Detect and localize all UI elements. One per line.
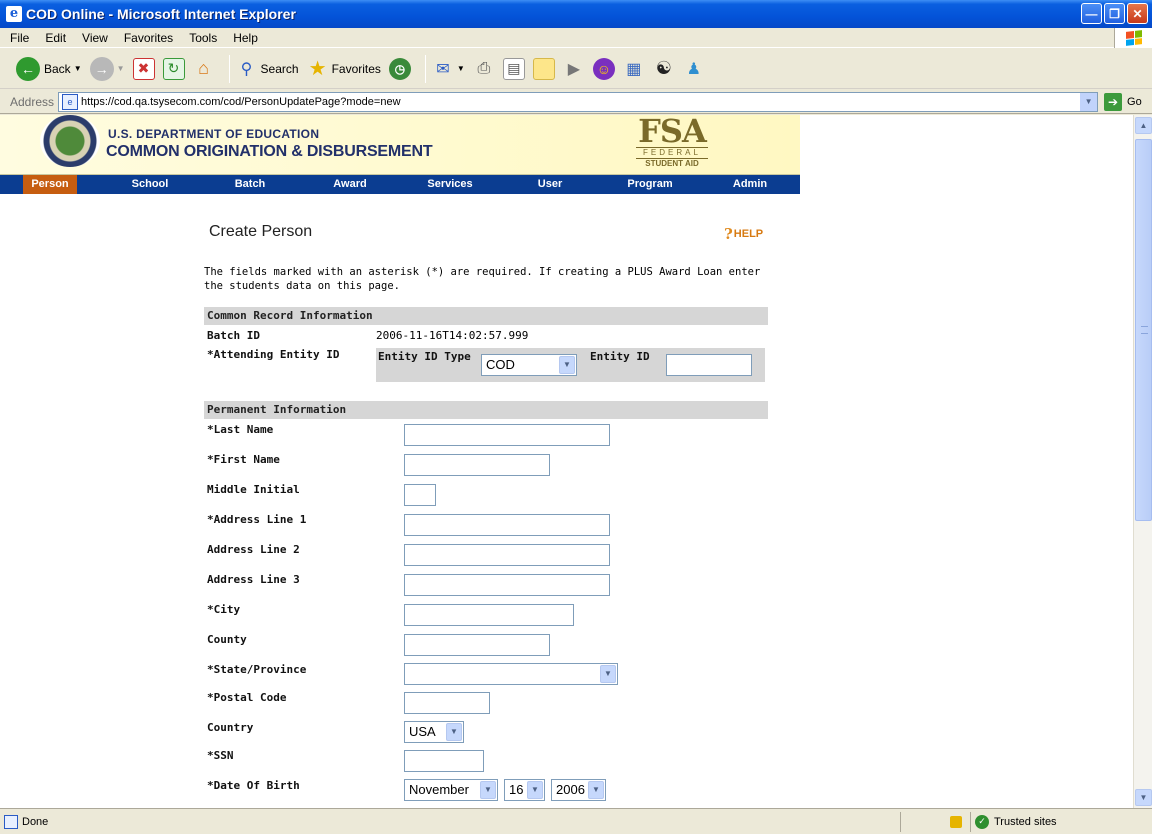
nav-award[interactable]: Award xyxy=(333,178,367,190)
county-input[interactable] xyxy=(404,634,550,656)
entity-id-type-select[interactable] xyxy=(481,354,577,376)
print-icon: ⎙ xyxy=(477,59,491,77)
last-name-input[interactable] xyxy=(404,424,610,446)
close-button[interactable]: ✕ xyxy=(1127,3,1148,24)
help-label: HELP xyxy=(733,228,764,240)
edit-button[interactable] xyxy=(503,58,525,80)
address-line3-label: Address Line 3 xyxy=(207,573,300,586)
common-record-heading: Common Record Information xyxy=(204,307,768,325)
department-name: U.S. DEPARTMENT OF EDUCATION xyxy=(108,127,320,141)
help-question-icon: ? xyxy=(724,225,733,243)
search-button[interactable] xyxy=(236,58,299,80)
menu-bar xyxy=(0,28,1152,48)
last-name-label: *Last Name xyxy=(207,423,274,436)
menu-tools[interactable]: Tools xyxy=(189,30,218,45)
entity-id-type-value: COD xyxy=(486,357,515,372)
back-dropdown-icon[interactable]: ▼ xyxy=(73,64,82,73)
permanent-info-heading: Permanent Information xyxy=(204,401,768,419)
intro-text: The fields marked with an asterisk (*) are required. If creating a PLUS Award Loan enter the students data on this page. xyxy=(204,266,761,292)
entity-id-label: Entity ID xyxy=(590,350,650,363)
go-button[interactable] xyxy=(1104,93,1142,111)
fsa-logo-text: FSA xyxy=(638,115,706,150)
favorites-button[interactable] xyxy=(307,58,381,80)
main-nav xyxy=(0,175,800,194)
menu-help[interactable]: Help xyxy=(233,30,258,45)
people-icon: ♟ xyxy=(686,60,702,78)
print-button[interactable] xyxy=(473,58,495,80)
chevron-down-icon: ▼ xyxy=(527,781,543,799)
discuss-button[interactable] xyxy=(533,58,555,80)
scroll-thumb[interactable] xyxy=(1135,139,1152,521)
address-dropdown-icon[interactable]: ▼ xyxy=(1080,93,1097,111)
system-name: COMMON ORIGINATION & DISBURSEMENT xyxy=(106,143,433,160)
refresh-button[interactable] xyxy=(163,58,185,80)
window-title: COD Online - Microsoft Internet Explorer xyxy=(26,6,296,22)
nav-person[interactable]: Person xyxy=(23,175,77,194)
minimize-button[interactable]: — xyxy=(1081,3,1102,24)
menu-view[interactable]: View xyxy=(82,30,108,45)
stop-button[interactable] xyxy=(133,58,155,80)
home-icon: ⌂ xyxy=(198,58,209,78)
scroll-down-button[interactable]: ▼ xyxy=(1135,789,1152,806)
address-input[interactable] xyxy=(58,92,1098,112)
nav-admin[interactable]: Admin xyxy=(732,178,768,190)
nav-school[interactable]: School xyxy=(131,178,169,190)
city-input[interactable] xyxy=(404,604,574,626)
back-label: Back xyxy=(44,61,71,76)
nav-user[interactable]: User xyxy=(537,178,563,190)
menu-file[interactable]: File xyxy=(10,30,30,45)
attending-entity-label: *Attending Entity ID xyxy=(207,348,340,361)
batch-id-value: 2006-11-16T14:02:57.999 xyxy=(376,329,529,342)
dob-label: *Date Of Birth xyxy=(207,779,300,792)
scroll-up-button[interactable]: ▲ xyxy=(1135,117,1152,134)
chevron-down-icon: ▼ xyxy=(446,723,462,741)
security-zone-text: Trusted sites xyxy=(994,815,1057,828)
fsa-logo xyxy=(636,115,708,169)
research-button[interactable] xyxy=(563,58,585,80)
address-line2-label: Address Line 2 xyxy=(207,543,300,556)
middle-initial-input[interactable] xyxy=(404,484,436,506)
favorites-star-icon: ★ xyxy=(308,58,327,80)
middle-initial-label: Middle Initial xyxy=(207,483,300,496)
nav-program[interactable]: Program xyxy=(627,178,673,190)
address-line1-label: *Address Line 1 xyxy=(207,513,307,526)
windows-logo-icon xyxy=(1114,28,1152,48)
mail-icon: ✉ xyxy=(436,60,450,78)
page-icon: e xyxy=(62,94,78,110)
address-url[interactable]: https://cod.qa.tsysecom.com/cod/PersonUpdatePage?mode=new xyxy=(81,95,401,108)
window-title-bar xyxy=(0,0,1152,28)
books-icon: ▦ xyxy=(626,60,642,78)
messenger-face-icon: ☺ xyxy=(593,58,615,80)
ssn-label: *SSN xyxy=(207,749,234,762)
chevron-down-icon: ▼ xyxy=(600,665,616,683)
dob-year-select[interactable] xyxy=(551,779,606,801)
first-name-label: *First Name xyxy=(207,453,280,466)
state-label: *State/Province xyxy=(207,663,307,676)
country-value: USA xyxy=(409,724,436,739)
chevron-down-icon: ▼ xyxy=(588,781,604,799)
forward-button[interactable] xyxy=(90,57,125,81)
page-done-icon xyxy=(4,815,18,829)
status-bar xyxy=(0,808,1152,834)
history-icon: ◷ xyxy=(389,58,411,80)
chevron-down-icon: ▼ xyxy=(559,356,575,374)
dob-day-value: 16 xyxy=(509,782,524,797)
search-label: Search xyxy=(260,61,299,76)
chevron-down-icon: ▼ xyxy=(480,781,496,799)
department-seal-logo xyxy=(40,115,100,167)
go-label: Go xyxy=(1127,95,1142,108)
dob-year-value: 2006 xyxy=(556,782,585,797)
country-label: Country xyxy=(207,721,254,734)
runner-button[interactable] xyxy=(653,58,675,80)
search-icon: ⚲ xyxy=(240,60,253,78)
address-line1-input[interactable] xyxy=(404,514,610,536)
toolbar xyxy=(0,49,1152,89)
dob-month-value: November xyxy=(409,782,469,797)
favorites-label: Favorites xyxy=(331,61,381,76)
city-label: *City xyxy=(207,603,241,616)
country-select[interactable] xyxy=(404,721,464,743)
running-man-icon: ☯ xyxy=(655,58,672,78)
mail-dropdown-icon[interactable]: ▼ xyxy=(456,64,465,73)
help-link[interactable] xyxy=(724,225,763,243)
maximize-button[interactable]: ❐ xyxy=(1104,3,1125,24)
go-arrow-icon: ➔ xyxy=(1104,93,1122,111)
fsa-federal-text: FEDERAL xyxy=(636,147,708,159)
postal-code-input[interactable] xyxy=(404,692,490,714)
back-button[interactable] xyxy=(16,57,82,81)
trusted-zone-icon: ✓ xyxy=(975,815,989,829)
home-button[interactable] xyxy=(193,58,215,80)
entity-id-input[interactable] xyxy=(666,354,752,376)
page-title: Create Person xyxy=(209,223,313,240)
research-icon: ▶ xyxy=(567,60,580,78)
mail-button[interactable] xyxy=(432,58,465,80)
county-label: County xyxy=(207,633,247,646)
page-viewport xyxy=(0,115,1133,808)
batch-id-label: Batch ID xyxy=(207,329,260,342)
status-text: Done xyxy=(22,815,49,828)
postal-code-label: *Postal Code xyxy=(207,691,287,704)
nav-services[interactable]: Services xyxy=(427,178,473,190)
edit-page-icon: ▤ xyxy=(503,58,525,80)
back-arrow-icon: ← xyxy=(16,57,40,81)
note-icon xyxy=(533,58,555,80)
address-bar xyxy=(0,90,1152,114)
nav-batch[interactable]: Batch xyxy=(234,178,266,190)
stop-icon: ✖ xyxy=(133,58,155,80)
lock-icon xyxy=(950,816,962,828)
menu-edit[interactable]: Edit xyxy=(45,30,67,45)
first-name-input[interactable] xyxy=(404,454,550,476)
messenger-button[interactable] xyxy=(593,58,615,80)
ie-icon: e xyxy=(6,6,22,22)
history-button[interactable] xyxy=(389,58,411,80)
forward-dropdown-icon[interactable]: ▼ xyxy=(116,64,125,73)
bookmarks-button[interactable] xyxy=(623,58,645,80)
contacts-button[interactable] xyxy=(683,58,705,80)
vertical-scrollbar[interactable] xyxy=(1133,115,1152,808)
fsa-student-aid-text: STUDENT AID xyxy=(645,159,699,168)
menu-favorites[interactable]: Favorites xyxy=(123,30,174,45)
address-label: Address xyxy=(10,94,55,109)
refresh-icon: ↻ xyxy=(163,58,185,80)
ssn-input[interactable] xyxy=(404,750,484,772)
dob-day-select[interactable] xyxy=(504,779,545,801)
state-select[interactable] xyxy=(404,663,618,685)
address-line3-input[interactable] xyxy=(404,574,610,596)
entity-id-type-label: Entity ID Type xyxy=(378,350,471,363)
dob-month-select[interactable] xyxy=(404,779,498,801)
site-banner xyxy=(0,115,800,175)
address-line2-input[interactable] xyxy=(404,544,610,566)
forward-arrow-icon: → xyxy=(90,57,114,81)
